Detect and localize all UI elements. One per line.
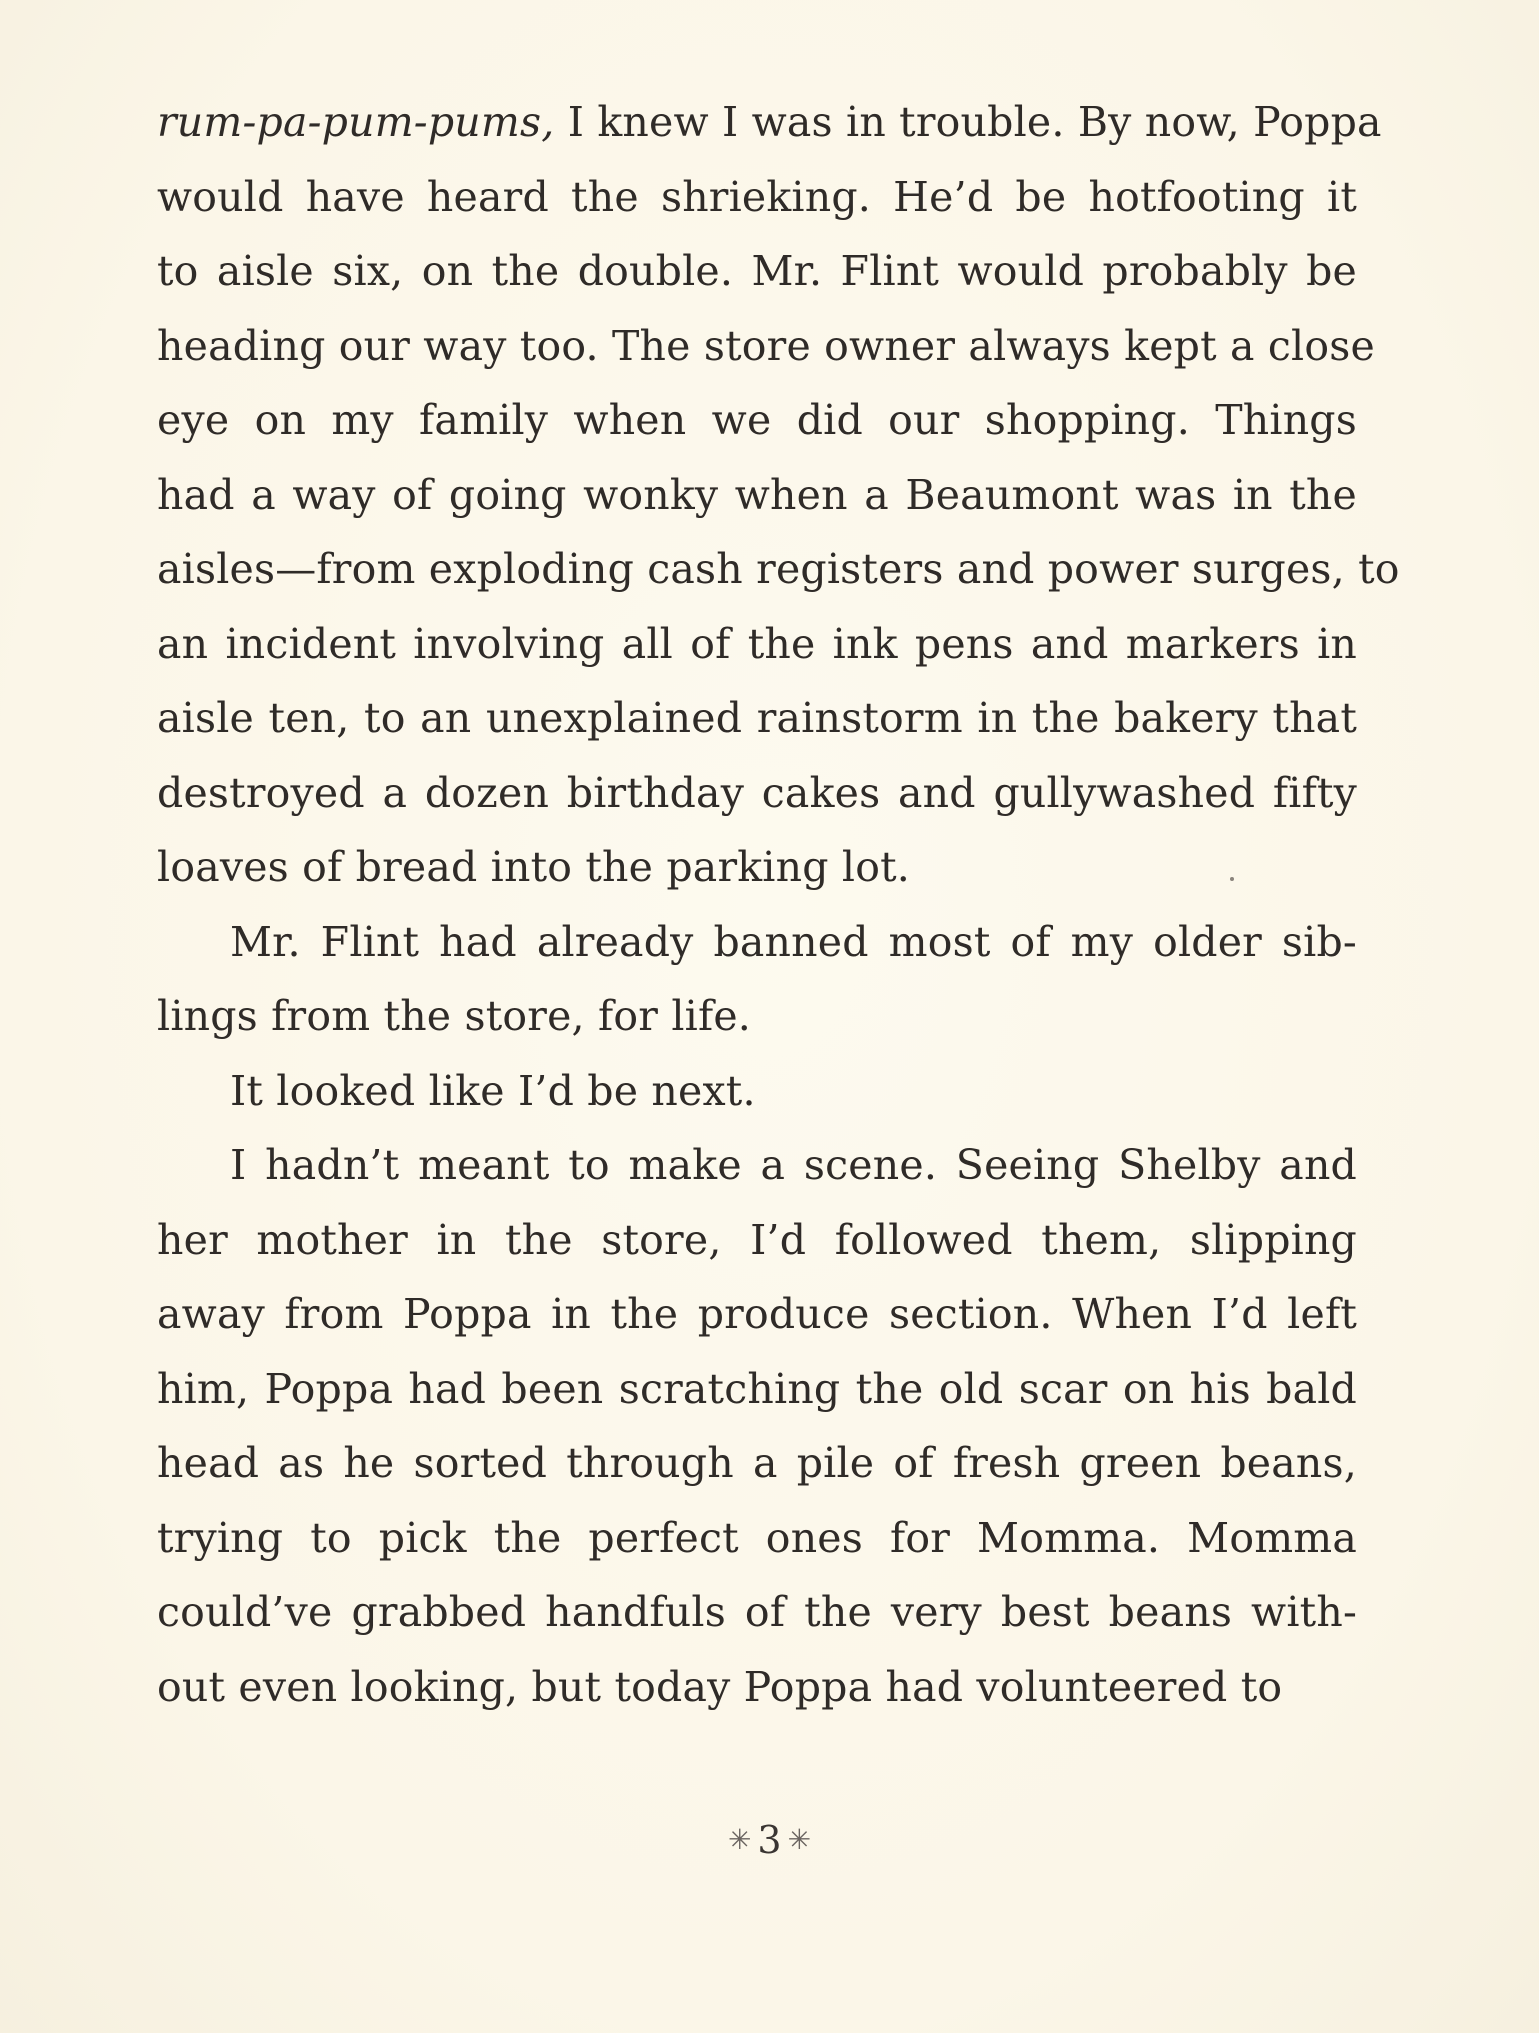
text-line	[157, 1128, 1357, 1203]
text-line	[157, 160, 1357, 235]
text-line	[157, 383, 1357, 458]
text-line	[157, 681, 1357, 756]
paper-speck	[1230, 877, 1234, 881]
line-text: lings from the store, for life.	[157, 992, 752, 1040]
line-text: eye on my family when we did our shopping. Things	[157, 396, 1357, 444]
text-line	[157, 905, 1357, 980]
page-footer	[0, 1818, 1539, 1862]
line-text: It looked like I’d be next.	[230, 1066, 756, 1115]
line-text: heading our way too. The store owner always kept a close	[157, 321, 1375, 370]
text-line	[157, 532, 1400, 607]
page-number: 3	[757, 1818, 782, 1862]
line-text: aisles—from exploding cash registers and power surges, to	[157, 545, 1400, 593]
text-line	[157, 1575, 1357, 1650]
line-text: had a way of going wonky when a Beaumont was in the	[157, 470, 1357, 519]
paragraph	[157, 1128, 1357, 1724]
text-line	[157, 1054, 1357, 1129]
paragraph	[157, 1054, 1357, 1129]
line-text: away from Poppa in the produce section. When I’d left	[157, 1290, 1357, 1338]
line-text: an incident involving all of the ink pens and markers in	[157, 619, 1357, 668]
asterisk-star-icon: ✳	[787, 1823, 812, 1856]
line-text: I hadn’t meant to make a scene. Seeing Shelby and	[230, 1141, 1357, 1189]
paragraph	[157, 85, 1400, 905]
line-text: trying to pick the perfect ones for Momma. Momma	[157, 1513, 1357, 1562]
line-text: destroyed a dozen birthday cakes and gullywashed fifty	[157, 768, 1357, 817]
text-line	[157, 458, 1357, 533]
text-line	[157, 1277, 1357, 1352]
line-text: aisle ten, to an unexplained rainstorm in the bakery that	[157, 694, 1357, 742]
paragraph	[157, 905, 1357, 1054]
text-line	[157, 607, 1357, 682]
text-line	[157, 1352, 1357, 1427]
line-text: him, Poppa had been scratching the old scar on his bald	[157, 1364, 1357, 1413]
line-text: her mother in the store, I’d followed them, slipping	[157, 1215, 1357, 1264]
line-text: to aisle six, on the double. Mr. Flint would probably be	[157, 247, 1357, 295]
body-text	[157, 85, 1400, 1724]
text-line	[157, 1650, 1357, 1725]
line-text: loaves of bread into the parking lot.	[157, 843, 910, 891]
line-text: I knew I was in trouble. By now, Poppa	[554, 98, 1382, 146]
line-text: would have heard the shrieking. He’d be hotfooting it	[157, 172, 1357, 221]
asterisk-star-icon: ✳	[727, 1823, 752, 1856]
line-text: could’ve grabbed handfuls of the very best beans with-	[157, 1588, 1357, 1636]
italic-text: rum-pa-pum-pums,	[157, 98, 555, 146]
text-line	[157, 1203, 1357, 1278]
text-line	[157, 309, 1375, 384]
text-line	[157, 979, 1357, 1054]
line-text: Mr. Flint had already banned most of my older sib-	[230, 917, 1357, 966]
text-line	[157, 830, 1357, 905]
text-line	[157, 1426, 1357, 1501]
text-line	[157, 85, 1382, 160]
text-line	[157, 234, 1357, 309]
line-text: head as he sorted through a pile of fresh green beans,	[157, 1439, 1357, 1487]
text-line	[157, 1501, 1357, 1576]
line-text: out even looking, but today Poppa had volunteered to	[157, 1662, 1283, 1711]
text-line	[157, 756, 1357, 831]
